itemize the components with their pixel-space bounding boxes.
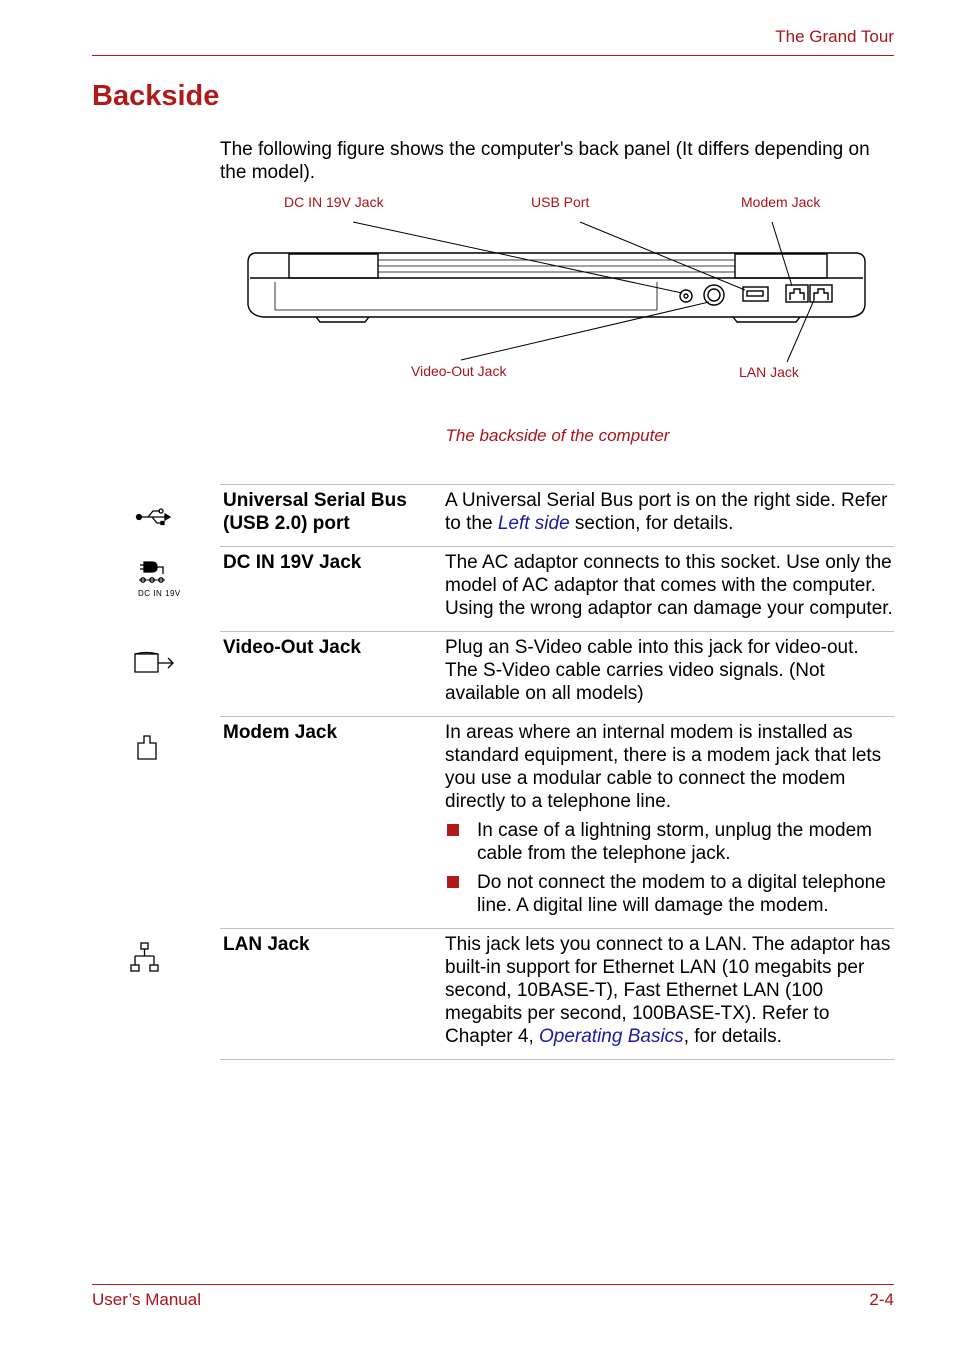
table-row: [220, 484, 894, 546]
page-number: 2-4: [869, 1290, 894, 1309]
port-table: [138, 484, 894, 1060]
table-row: [138, 546, 894, 631]
row-term: Video-Out Jack: [223, 637, 361, 658]
left-side-link[interactable]: Left side: [497, 513, 570, 534]
row-desc: [445, 489, 894, 535]
label-usb: USB Port: [531, 194, 590, 210]
desc-text: section, for details.: [569, 513, 734, 534]
running-header: The Grand Tour: [775, 27, 894, 46]
desc-text: A Universal Serial Bus port is on the right side. Refer to the: [445, 490, 888, 534]
label-modem: Modem Jack: [741, 194, 821, 210]
bullet-text: In case of a lightning storm, unplug the modem cable from the telephone jack.: [477, 820, 873, 864]
row-desc: [445, 721, 894, 917]
row-term: LAN Jack: [223, 934, 310, 955]
operating-basics-link[interactable]: Operating Basics: [539, 1026, 684, 1047]
row-term: Universal Serial Bus (USB 2.0) port: [223, 490, 407, 534]
table-row: [220, 716, 894, 928]
row-term: DC IN 19V Jack: [223, 552, 362, 573]
row-term: Modem Jack: [223, 722, 338, 743]
row-desc: [445, 933, 894, 1048]
desc-text: , for details.: [683, 1026, 782, 1047]
figure-caption: The backside of the computer: [445, 426, 670, 445]
laptop-back-drawing: [220, 190, 895, 400]
desc-text: Plug an S-Video cable into this jack for video-out. The S-Video cable carries video signals. (Not available on all models): [445, 637, 859, 704]
label-video-out: Video-Out Jack: [411, 363, 507, 379]
bullet-item: [445, 819, 894, 865]
bullet-square-icon: [447, 824, 459, 836]
table-row: [220, 928, 894, 1060]
video-out-icon: [130, 642, 180, 682]
lan-icon: [130, 939, 180, 979]
dc-in-icon-label: DC IN 19V: [138, 589, 181, 598]
modem-icon: [130, 727, 180, 767]
bullet-square-icon: [447, 876, 459, 888]
footer-rule: [92, 1284, 894, 1285]
header-rule: [92, 55, 894, 56]
label-lan: LAN Jack: [739, 364, 799, 380]
table-row: [220, 631, 894, 716]
row-desc: [445, 551, 894, 620]
desc-text: The AC adaptor connects to this socket. Use only the model of AC adaptor that comes with the computer. Using the wrong adaptor can damage your computer.: [445, 552, 893, 619]
row-desc: [445, 636, 894, 705]
label-dc-in: DC IN 19V Jack: [284, 194, 384, 210]
bullet-item: [445, 871, 894, 917]
back-panel-figure: [220, 190, 895, 400]
desc-text: This jack lets you connect to a LAN. The adaptor has built-in support for Ethernet LAN (10 megabits per second, 10BASE-T), Fast Ethernet LAN (100 megabits per second, 100BASE-TX). Refer to Chapter 4,: [445, 934, 891, 1047]
bullet-text: Do not connect the modem to a digital telephone line. A digital line will damage the modem.: [477, 872, 886, 916]
intro-paragraph: The following figure shows the computer's back panel (It differs depending on the model).: [220, 139, 870, 183]
footer-manual-title: User’s Manual: [92, 1290, 201, 1309]
usb-icon: [130, 495, 180, 535]
page-title: Backside: [92, 80, 220, 112]
desc-text: In areas where an internal modem is installed as standard equipment, there is a modem jack that lets you use a modular cable to connect the modem directly to a telephone line.: [445, 722, 882, 812]
